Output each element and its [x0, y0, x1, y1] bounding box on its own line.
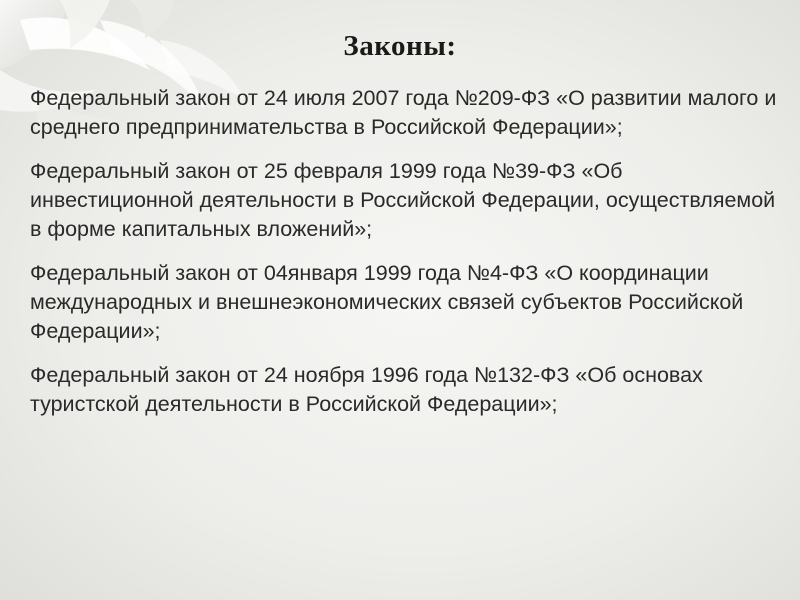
laws-list — [30, 84, 780, 434]
law-item: Федеральный закон от 24 июля 2007 года №209-ФЗ «О развитии малого и среднего предпринимательства в Российской Федерации»; — [30, 86, 777, 139]
slide-title: Законы: — [343, 30, 457, 62]
law-item: Федеральный закон от 25 февраля 1999 года №39-ФЗ «Об инвестиционной деятельности в Российской Федерации, осуществляемой в форме капитальных вложений»; — [30, 159, 776, 241]
law-item: Федеральный закон от 04января 1999 года №4-ФЗ «О координации международных и внешнеэкономических связей субъектов Российской Федерации»; — [30, 261, 744, 343]
law-item: Федеральный закон от 24 ноября 1996 года №132-ФЗ «Об основах туристской деятельности в Российской Федерации»; — [30, 363, 703, 416]
